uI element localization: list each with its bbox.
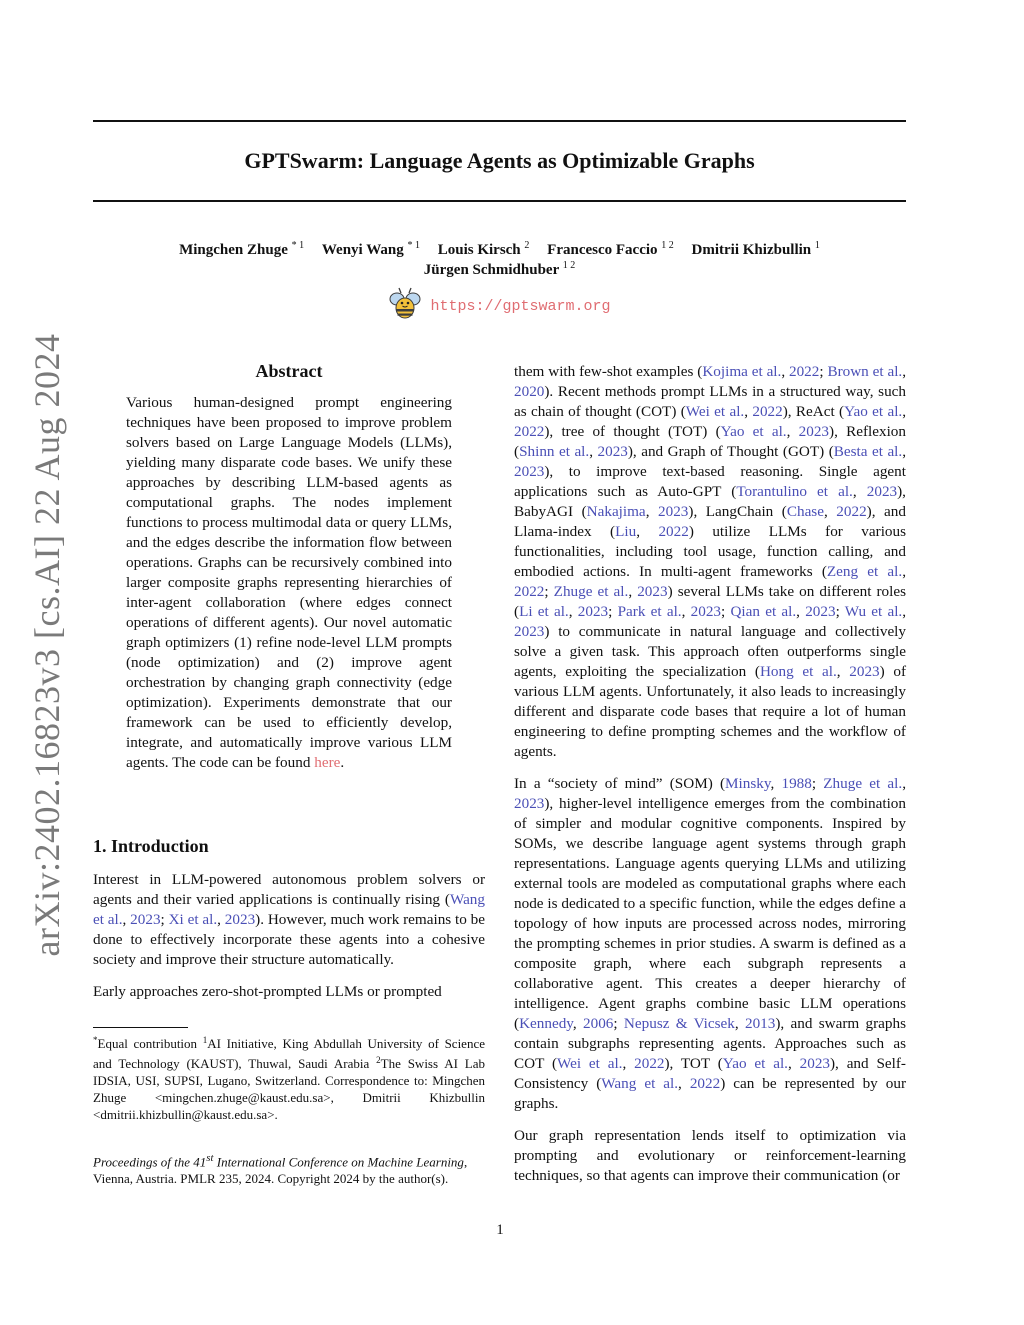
text-run: , xyxy=(836,663,850,680)
citation-link[interactable]: Park et al. xyxy=(617,603,682,620)
text-run: In a “society of mind” (SOM) ( xyxy=(514,775,726,792)
citation-link[interactable]: 2023 xyxy=(799,1055,830,1072)
paragraph xyxy=(514,1126,906,1186)
text-run: , xyxy=(902,603,907,620)
citation-link[interactable]: 2023 xyxy=(597,443,628,460)
citation-link[interactable]: Liu xyxy=(615,523,637,540)
paper-title: GPTSwarm: Language Agents as Optimizable Graphs xyxy=(244,148,755,173)
text-run: ), and Self-Consistency ( xyxy=(514,1055,906,1092)
text-run: ) several LLMs take on different roles ( xyxy=(514,583,907,620)
citation-link[interactable]: Qian et al. xyxy=(730,603,797,620)
citation-link[interactable]: 2020 xyxy=(514,383,545,400)
text-run: , xyxy=(902,443,906,460)
text-run: ; xyxy=(160,911,169,928)
text-run: ), LangChain ( xyxy=(688,503,787,520)
citation-link[interactable]: 2023 xyxy=(658,503,689,520)
page-number: 1 xyxy=(496,1222,504,1238)
citation-link[interactable]: Nepusz & Vicsek xyxy=(623,1015,735,1032)
citation-link[interactable]: 2023 xyxy=(130,911,161,928)
citation-link[interactable]: Shinn et al. xyxy=(519,443,590,460)
citation-link[interactable]: Minsky xyxy=(725,775,771,792)
citation-link[interactable]: Yao et al. xyxy=(722,1055,788,1072)
abstract-text: Various human-designed prompt engineering techniques have been proposed to improve problem solvers based on Large Language Models (LLMs), yielding many disparate code bases. We unify these approaches by describing LLM-based agents as computational graphs. The nodes implement functions to process multimodal data or query LLMs, and the edges describe the information flow between operations. Graphs can be recursively combined into larger composite graphs representing hierarchies of inter-agent collaboration (where edges connect operations of different agents). Our novel automatic graph optimizers (1) refine node-level LLM prompts (node optimization) and (2) improve agent orchestration by changing graph connectivity (edge optimization). Experiments demonstrate that our framework can be used to efficiently develop, integrate, and automatically improve various LLM agents. The code can be found here. xyxy=(126,394,452,771)
paragraph xyxy=(514,774,906,1114)
text-run: , xyxy=(589,443,598,460)
citation-link[interactable]: 2006 xyxy=(583,1015,614,1032)
arxiv-stamp: arXiv:2402.16823v3 [cs.AI] 22 Aug 2024 xyxy=(27,333,67,957)
citation-link[interactable]: Wu et al. xyxy=(844,603,903,620)
website-row xyxy=(93,287,906,326)
text-run: , xyxy=(217,911,225,928)
text-run: ) can be represented by our graphs. xyxy=(514,1075,906,1112)
text-run: , xyxy=(781,363,789,380)
citation-link[interactable]: 2023 xyxy=(514,463,545,480)
authors-line-2 xyxy=(93,256,906,280)
section-heading: 1. Introduction xyxy=(93,836,209,856)
text-run: , xyxy=(852,483,867,500)
text-run: ), and Graph of Thought (GOT) ( xyxy=(627,443,834,460)
text-run: , xyxy=(902,563,906,580)
text-run: , xyxy=(902,775,906,792)
text-run: ), TOT ( xyxy=(664,1055,723,1072)
citation-link[interactable]: Zhuge et al. xyxy=(553,583,629,600)
citation-link[interactable]: Wei et al. xyxy=(557,1055,623,1072)
citation-link[interactable]: 2023 xyxy=(849,663,880,680)
text-run: , xyxy=(678,1075,690,1092)
text-run: ; xyxy=(613,1015,624,1032)
citation-link[interactable]: Nakajima xyxy=(586,503,646,520)
text-run: Interest in LLM-powered autonomous problem solvers or agents and their varied applications is continually rising ( xyxy=(93,871,485,908)
text-run: , xyxy=(681,603,691,620)
citation-link[interactable]: 2023 xyxy=(798,423,830,440)
text-run: , xyxy=(823,503,837,520)
text-run: ), and swarm graphs contain subgraphs representing agents. Approaches such as COT ( xyxy=(514,1015,907,1072)
text-run: , xyxy=(786,423,799,440)
citation-link[interactable]: 2023 xyxy=(805,603,836,620)
citation-link[interactable]: Yao et al. xyxy=(720,423,787,440)
text-run: Our graph representation lends itself to optimization via prompting and evolutionary or reinforcement-learning techniques, so that agents can improve their communication (or xyxy=(514,1127,906,1184)
citation-link[interactable]: 2023 xyxy=(224,911,256,928)
citation-link[interactable]: 2022 xyxy=(689,1075,721,1092)
text-run: ), BabyAGI ( xyxy=(514,483,906,520)
text-run: ), Reflexion ( xyxy=(514,423,906,460)
intro-left-column xyxy=(93,870,485,1014)
text-run: , xyxy=(622,1055,635,1072)
citation-link[interactable]: 2022 xyxy=(514,583,545,600)
bee-icon xyxy=(388,287,422,326)
abstract-heading: Abstract xyxy=(255,361,323,381)
citation-link[interactable]: 2023 xyxy=(690,603,722,620)
title-bottom-rule xyxy=(93,200,906,202)
citation-link[interactable]: 2023 xyxy=(866,483,898,500)
footnote-rule xyxy=(93,1027,188,1028)
citation-link[interactable]: 2022 xyxy=(634,1055,665,1072)
text-run: ; xyxy=(721,603,731,620)
citation-link[interactable]: 2022 xyxy=(514,423,545,440)
text-run: , xyxy=(628,583,638,600)
website-link[interactable]: https://gptswarm.org xyxy=(430,298,611,315)
citation-link[interactable]: 2013 xyxy=(744,1015,776,1032)
citation-link[interactable]: Hong et al. xyxy=(759,663,837,680)
footnote: *Equal contribution $^1$AI Initiative, King Abdullah University of Science and Technology (KAUST), Thuwal, Saudi Arabia $^2$The Swiss AI Lab IDSIA, USI, SUPSI, Lugano, Switzerland. Correspondence to: Mingchen Zhuge <mingchen.zhuge@kaust.edu.sa>, Dmitrii Khizbullin <dmitrii.khizbullin@kaust.edu.sa>. xyxy=(93,1035,485,1122)
citation-link[interactable]: 2022 xyxy=(658,523,689,540)
citation-link[interactable]: 2022 xyxy=(836,503,867,520)
text-run: , xyxy=(734,1015,745,1032)
author: Wenyi Wang $^{* 1}$ xyxy=(321,240,420,258)
citation-link[interactable]: Yao et al. xyxy=(844,403,903,420)
citation-link[interactable]: Wang et al. xyxy=(601,1075,679,1092)
text-run: ) utilize LLMs for various functionalities, including tool usage, function calling, and embodied actions. In multi-agent frameworks ( xyxy=(514,523,907,580)
author: Francesco Faccio $^{1 2}$ xyxy=(547,240,674,258)
text-run: ), to improve text-based reasoning. Single agent applications such as Auto-GPT ( xyxy=(514,463,906,500)
text-run: ). Recent methods prompt LLMs in a structured way, such as chain of thought (COT) ( xyxy=(514,383,906,420)
citation-link[interactable]: 2023 xyxy=(514,795,545,812)
text-run: ; xyxy=(544,583,554,600)
code-link[interactable]: here xyxy=(314,754,341,771)
text-run: ), higher-level intelligence emerges from the combination of simpler and modular cognitive components. Inspired by SOMs, we describe language agent systems through graph representations. Language agents querying LLMs and utilizing external tools are modeled as computational graphs where each node is dedicated to a specific function, while the edges define a topology of how inputs are processed across nodes, mirroring the prompting schemes in prior studies. A swarm is defined as a composite graph, where each subgraph represents a collaborative agent. This creates a deeper hierarchy of intelligence. Agent graphs combine basic LLM operations ( xyxy=(514,795,906,1032)
citation-link[interactable]: Kojima et al. xyxy=(702,363,782,380)
text-run: ; xyxy=(811,775,824,792)
citation-link[interactable]: Zeng et al. xyxy=(826,563,903,580)
text-run: , xyxy=(902,363,907,380)
text-run: ). However, much work remains to be done to effectively incorporate these agents into a cohesive society and improve their structure automatically. xyxy=(93,911,485,968)
citation-link[interactable]: 2022 xyxy=(788,363,820,380)
text-run: , xyxy=(902,403,907,420)
title-top-rule xyxy=(93,120,906,122)
text-run: ; xyxy=(819,363,828,380)
citation-link[interactable]: 2023 xyxy=(577,603,609,620)
text-run: ; xyxy=(608,603,618,620)
citation-link[interactable]: Torantulino et al. xyxy=(736,483,853,500)
text-run: , xyxy=(645,503,659,520)
paragraph xyxy=(93,870,485,970)
right-column xyxy=(514,362,906,1198)
author: Dmitrii Khizbullin $^1$ xyxy=(691,240,820,258)
citation-link[interactable]: Chase xyxy=(786,503,824,520)
text-run: , xyxy=(744,403,753,420)
text-run: ; xyxy=(835,603,845,620)
text-run: , xyxy=(122,911,131,928)
proceedings-note: Proceedings of the 41st International Conference on Machine Learning, Vienna, Austria. PMLR 235, 2024. Copyright 2024 by the author(s). xyxy=(93,1152,468,1187)
text-run: , xyxy=(636,523,659,540)
text-run: ) of various LLM agents. Unfortunately, it also leads to increasingly different and disparate code bases that require a lot of human engineering to define prompting schemes and the workflow of agents. xyxy=(514,663,907,760)
citation-link[interactable]: Besta et al. xyxy=(833,443,903,460)
author: Jürgen Schmidhuber $^{1 2}$ xyxy=(423,260,576,278)
text-run: them with few-shot examples ( xyxy=(514,363,703,380)
citation-link[interactable]: Xi et al. xyxy=(168,911,218,928)
text-run: Early approaches zero-shot-prompted LLMs or prompted xyxy=(93,983,442,1000)
text-run: ), tree of thought (TOT) ( xyxy=(544,423,721,440)
citation-link[interactable]: 2023 xyxy=(514,623,545,640)
citation-link[interactable]: 2023 xyxy=(637,583,668,600)
text-run: , xyxy=(796,603,806,620)
text-run: , xyxy=(572,1015,584,1032)
citation-link[interactable]: Wei et al. xyxy=(685,403,745,420)
text-run: ), and Llama-index ( xyxy=(514,503,906,540)
text-run: , xyxy=(770,775,782,792)
paragraph xyxy=(514,362,906,762)
author: Louis Kirsch $^2$ xyxy=(437,240,530,258)
citation-link[interactable]: Li et al. xyxy=(519,603,569,620)
paragraph xyxy=(93,982,485,1002)
citation-link[interactable]: 1988 xyxy=(781,775,812,792)
citation-link[interactable]: Wang et al. xyxy=(93,891,485,928)
citation-link[interactable]: Brown et al. xyxy=(827,363,903,380)
citation-link[interactable]: Kennedy xyxy=(519,1015,573,1032)
text-run: , xyxy=(787,1055,800,1072)
citation-link[interactable]: 2022 xyxy=(752,403,783,420)
author: Mingchen Zhuge $^{* 1}$ xyxy=(179,240,305,258)
text-run: ) to communicate in natural language and collectively solve a given task. This approach often outperforms single agents, exploiting the specialization ( xyxy=(514,623,906,680)
citation-link[interactable]: Zhuge et al. xyxy=(823,775,903,792)
text-run: , xyxy=(568,603,578,620)
text-run: ), ReAct ( xyxy=(782,403,845,420)
